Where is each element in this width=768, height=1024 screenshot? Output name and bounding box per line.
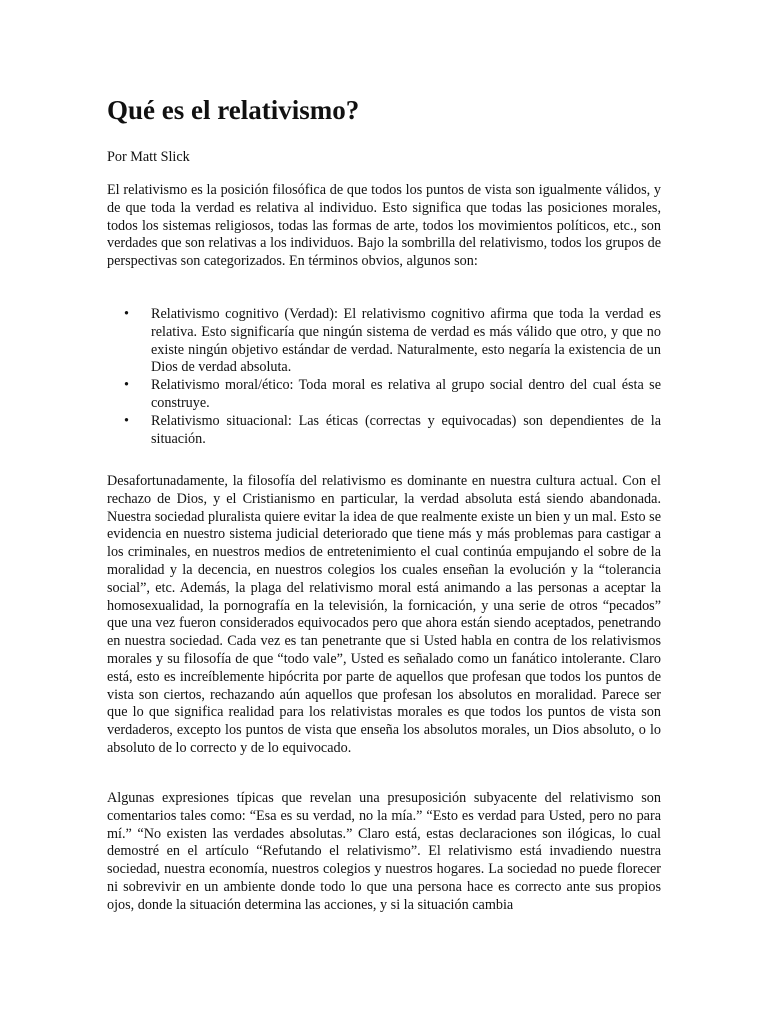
list-item bbox=[107, 306, 661, 377]
paragraph-expressions: Algunas expresiones típicas que revelan una presuposición subyacente del relativismo son comentarios tales como: “Esa es su verdad, no la mía.” “Esto es verdad para Usted, pero no para mí.” “No existen las verdades absolutas.” Claro está, estas declaraciones son ilógicas, lo cual demostré en el artículo “Refutando el relativismo”. El relativismo está invadiendo nuestra sociedad, nuestra economía, nuestros colegios y nuestros hogares. La sociedad no puede florecer ni sobrevivir en un ambiente donde todo lo que una persona hace es correcto ante sus propios ojos, donde la situación determina las acciones, y si la situación cambia bbox=[107, 790, 661, 913]
list-item-text: Relativismo cognitivo (Verdad): El relativismo cognitivo afirma que toda la verdad es relativa. Esto significaría que ningún sistema de verdad es más válido que otro, y que no existe ningún objetivo estándar de verdad. Naturalmente, esto negaría la existencia de un Dios de verdad absoluta. bbox=[151, 306, 661, 376]
bullet-icon: • bbox=[124, 377, 129, 394]
document-title: Qué es el relativismo? bbox=[107, 95, 360, 125]
paragraph-intro: El relativismo es la posición filosófica de que todos los puntos de vista son igualmente válidos, y de que toda la verdad es relativa al individuo. Esto significa que todas las posiciones morales, todos los sistemas religiosos, todas las formas de arte, todos los movimientos políticos, etc., son verdades que son relativas a los individuos. Bajo la sombrilla del relativismo, todos los grupos de perspectivas son categorizados. En términos obvios, algunos son: bbox=[107, 182, 661, 270]
list-item-text: Relativismo situacional: Las éticas (correctas y equivocadas) son dependientes de la situación. bbox=[151, 412, 661, 447]
paragraph-culture: Desafortunadamente, la filosofía del relativismo es dominante en nuestra cultura actual. Con el rechazo de Dios, y el Cristianismo en particular, la verdad absoluta está siendo abandonada. Nuestra sociedad pluralista quiere evitar la idea de que realmente existe un bien y un mal. Esto se evidencia en nuestro sistema judicial deteriorado que tiene más y más problemas para castigar a los criminales, en nuestros medios de entretenimiento el cual continúa empujando el sobre de la moralidad y la decencia, en nuestros colegios los cuales enseñan la evolución y la “tolerancia social”, etc. Además, la plaga del relativismo moral está animando a las personas a aceptar la homosexualidad, la pornografía en la televisión, la fornicación, y una serie de otros “pecados” que una vez fueron considerados equivocados pero que ahora están siendo aceptados, penetrando en nuestra sociedad. Cada vez es tan penetrante que si Usted habla en contra de los relativismos morales y su filosofía de que “todo vale”, Usted es señalado como un fanático intolerante. Claro está, esto es increíblemente hipócrita por parte de aquellos que profesan que todos los puntos de vista son ciertos, rechazando aún aquellos que profesan los absolutos en moralidad. Parece ser que lo que significa realidad para los relativistas morales es que todos los puntos de vista son verdaderos, excepto los puntos de vista que enseña los absolutos morales, un Dios absoluto, o lo absoluto de lo correcto y de lo equivocado. bbox=[107, 473, 661, 756]
relativism-types-list bbox=[107, 306, 661, 448]
bullet-icon: • bbox=[124, 306, 129, 322]
list-item bbox=[107, 377, 661, 413]
list-item-text: Relativismo moral/ético: Toda moral es relativa al grupo social dentro del cual ésta se construye. bbox=[151, 377, 661, 411]
author-line: Por Matt Slick bbox=[107, 149, 190, 165]
bullet-icon: • bbox=[124, 412, 129, 429]
list-item bbox=[107, 413, 661, 449]
